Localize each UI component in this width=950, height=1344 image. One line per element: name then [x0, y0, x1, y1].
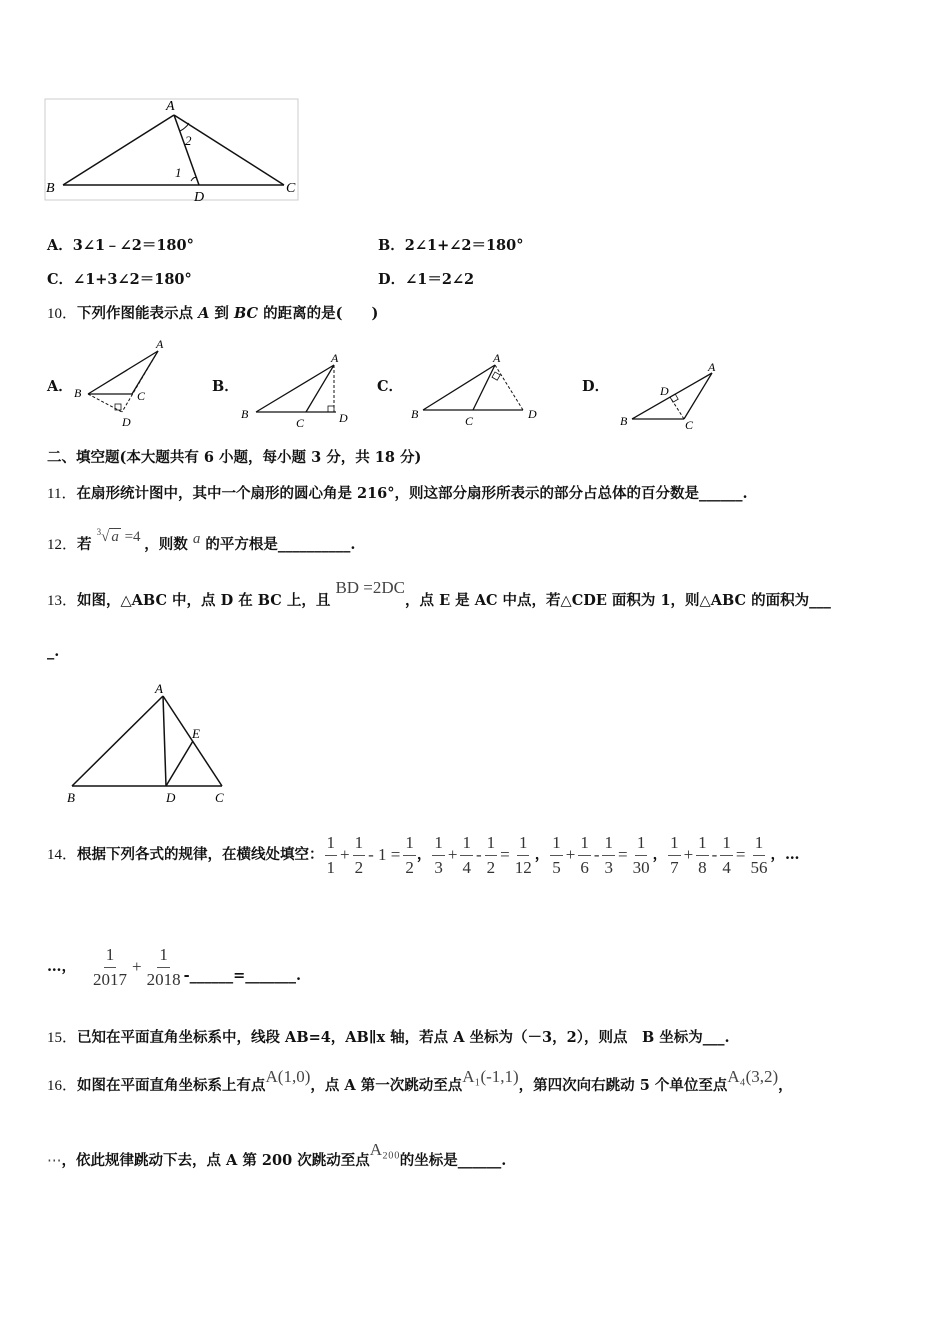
q10-segment-bc: BC [233, 305, 259, 322]
q10d-label-c: C [685, 418, 694, 432]
section-2-heading: 二、填空题(本大题共有 6 小题，每小题 3 分，共 18 分) [47, 449, 422, 466]
q14-e1-frac-1: $\frac{1}{1}$ [326, 832, 336, 877]
q9-triangle-figure [44, 95, 300, 205]
q14-e4-frac-2: $\frac{1}{8}$ [698, 832, 707, 877]
q13-number: 13． [47, 593, 78, 609]
q9-option-a: A．3∠1﹣∠2＝180° [47, 237, 194, 254]
q9-option-b: B．2∠1+∠2＝180° [378, 237, 524, 254]
q11-text: 在扇形统计图中，其中一个扇形的圆心角是 216°，则这部分扇形所表示的部分占总体的百分数是______. [76, 485, 748, 502]
fig13-label-e: E [192, 726, 200, 741]
q10c-label-d: D [528, 407, 537, 421]
q16-line-2 [47, 1140, 507, 1171]
q10-option-a-label: A． [47, 378, 73, 395]
q12-question [47, 527, 356, 555]
q14-minus-one: - 1 = [368, 845, 401, 864]
q14-comma-4: ， [770, 846, 785, 863]
q12-var: a [192, 531, 201, 547]
q10-text-1: 下列作图能表示点 [77, 305, 199, 322]
q14-frac-2017: $\frac{1}{2017}$ [93, 944, 127, 989]
q16-point-a200: A₂₀₀ [369, 1140, 400, 1159]
fig1-label-b: B [46, 181, 55, 196]
fig1-angle-1: 1 [175, 165, 182, 180]
q16-question [47, 1067, 793, 1096]
q14-line2-suffix: -______=_______. [183, 967, 302, 984]
q10d-label-d: D [660, 384, 669, 398]
fig1-angle-2: 2 [185, 133, 192, 148]
q10b-label-c: C [296, 416, 305, 430]
q16-line2-text-1: ，依此规律跳动下去，点 A 第 200 次跳动至点 [61, 1152, 370, 1169]
q14-e3-result: $\frac{1}{30}$ [632, 832, 650, 877]
fig1-label-a: A [166, 99, 175, 114]
q16-dots: ⋯ [47, 1153, 62, 1169]
q14-e2-frac-2: $\frac{1}{4}$ [462, 832, 471, 877]
q13-prefix: 如图，△ABC 中，点 D 在 BC 上，且 [77, 592, 331, 609]
q14-comma-2: ， [534, 846, 550, 863]
q14-ellipsis: … [784, 846, 800, 863]
q14-line2-prefix: …， [47, 958, 76, 975]
q14-e1-result: $\frac{1}{2}$ [405, 832, 414, 877]
fig13-label-c: C [215, 790, 224, 805]
q10c-label-b: B [411, 407, 419, 421]
q10a-label-d: D [122, 415, 131, 429]
fig13-label-d: D [166, 790, 176, 805]
q10b-label-d: D [339, 411, 348, 425]
q14-comma-1: ， [416, 846, 432, 863]
q14-e4-frac-3: $\frac{1}{4}$ [722, 832, 731, 877]
q14-e3-frac-1: $\frac{1}{5}$ [552, 832, 561, 877]
q10a-label-c: C [137, 389, 146, 403]
q10-option-b-label: B． [212, 378, 239, 395]
q12-eq: =4 [124, 529, 141, 545]
q12-root-index: 3 [96, 527, 102, 537]
q10d-label-b: B [620, 414, 628, 428]
q10-number: 10． [47, 306, 78, 322]
q14-e2-frac-1: $\frac{1}{3}$ [434, 832, 443, 877]
q13-formula: BD =2DC [335, 578, 406, 597]
q10b-label-a: A [331, 351, 339, 365]
q16-number: 16． [47, 1078, 78, 1094]
q13-continuation: _. [47, 643, 60, 660]
q13-triangle-figure [60, 680, 240, 810]
q11-number: 11． [47, 486, 77, 502]
q14-prefix: 根据下列各式的规律，在横线处填空： [77, 846, 324, 863]
q10c-label-c: C [465, 414, 474, 428]
q12-root-body: a [111, 529, 119, 545]
q14-number: 14． [47, 847, 78, 863]
q10-figure-b [238, 350, 358, 432]
q13-question [47, 578, 831, 611]
q10-point-a: A [198, 305, 210, 322]
q9-option-c: C．∠1+3∠2＝180° [47, 271, 192, 288]
q9-option-d: D．∠1＝2∠2 [378, 271, 475, 288]
q15-number: 15． [47, 1030, 78, 1046]
q10-question [47, 304, 378, 324]
q14-line-2: …， $\frac{1}{2017}$ + $\frac{1}{2018}$ -______=_______. [47, 944, 302, 989]
q16-line2-text-2: 的坐标是______. [399, 1152, 507, 1169]
q12-suffix: 的平方根是__________. [205, 536, 356, 553]
q14-e2-result: $\frac{1}{12}$ [514, 832, 532, 877]
q10-figure-c [405, 350, 550, 432]
q14-e3-frac-2: $\frac{1}{6}$ [580, 832, 589, 877]
q10-text-2: 到 [209, 305, 234, 322]
q14-frac-2018: $\frac{1}{2018}$ [146, 944, 181, 989]
q12-number: 12． [47, 537, 78, 553]
q10d-label-a: A [708, 360, 716, 374]
q16-text-2: ，点 A 第一次跳动至点 [310, 1077, 463, 1094]
q16-point-a: A(1,0) [265, 1067, 311, 1086]
q14-e1-frac-2: $\frac{1}{2}$ [354, 832, 364, 877]
q10-figure-d [612, 355, 732, 437]
q10b-label-b: B [241, 407, 249, 421]
q11-question [47, 484, 748, 504]
q14-e3-frac-3: $\frac{1}{3}$ [604, 832, 613, 877]
q14-e4-result: $\frac{1}{56}$ [750, 832, 768, 877]
q15-text: 已知在平面直角坐标系中，线段 AB=4，AB∥x 轴，若点 A 坐标为（－3，2），则点 B 坐标为___. [77, 1029, 730, 1046]
q10-option-c-label: C． [377, 378, 404, 395]
q16-point-a1: A₁(-1,1) [462, 1067, 519, 1086]
q14-e4-frac-1: $\frac{1}{7}$ [670, 832, 679, 877]
q10-option-d-label: D． [582, 378, 610, 395]
q13-suffix: ，点 E 是 AC 中点，若△CDE 面积为 1，则△ABC 的面积为___ [405, 592, 831, 609]
q14-e2-frac-3: $\frac{1}{2}$ [486, 832, 496, 877]
q16-text-4: ， [778, 1077, 793, 1094]
q10a-label-a: A [156, 338, 164, 351]
fig1-label-c: C [286, 181, 296, 196]
q16-text-1: 如图在平面直角坐标系上有点 [77, 1077, 266, 1094]
q10-text-3: 的距离的是( ) [258, 305, 379, 322]
fig13-label-b: B [67, 790, 75, 805]
fig13-label-a: A [155, 681, 163, 696]
q10-figure-a [70, 338, 180, 433]
q16-point-a4: A₄(3,2) [727, 1067, 779, 1086]
q12-prefix: 若 [77, 536, 92, 553]
fig1-label-d: D [194, 190, 205, 205]
q14-comma-3: ， [652, 846, 668, 863]
q10c-label-a: A [493, 351, 501, 365]
q10a-label-b: B [74, 386, 82, 400]
q12-mid: ，则数 [144, 536, 188, 553]
q15-question [47, 1028, 730, 1048]
q16-text-3: ，第四次向右跳动 5 个单位至点 [518, 1077, 728, 1094]
q12-cube-root: $^3$√ a =4 [96, 527, 141, 545]
q14-question: 14． 根据下列各式的规律，在横线处填空： $\frac{1}{1}$ + $\frac{1}{2}$ - 1 = $\frac{1}{2}$ ， $\frac{1}{3}$ + $\frac{1}{4}$ - $\frac{1}{2}$ = $\frac{1}{12}$ ， $\frac{1}{5}$ + $\frac{1}{6}$ - $\frac{1}{3}$ = $\frac{1}{30}$ ， $\frac{1}{7}$ + $\frac{1}{8}$ - $\frac{1}{4}$ = $\frac{1}{56}$ ， … [47, 832, 800, 877]
